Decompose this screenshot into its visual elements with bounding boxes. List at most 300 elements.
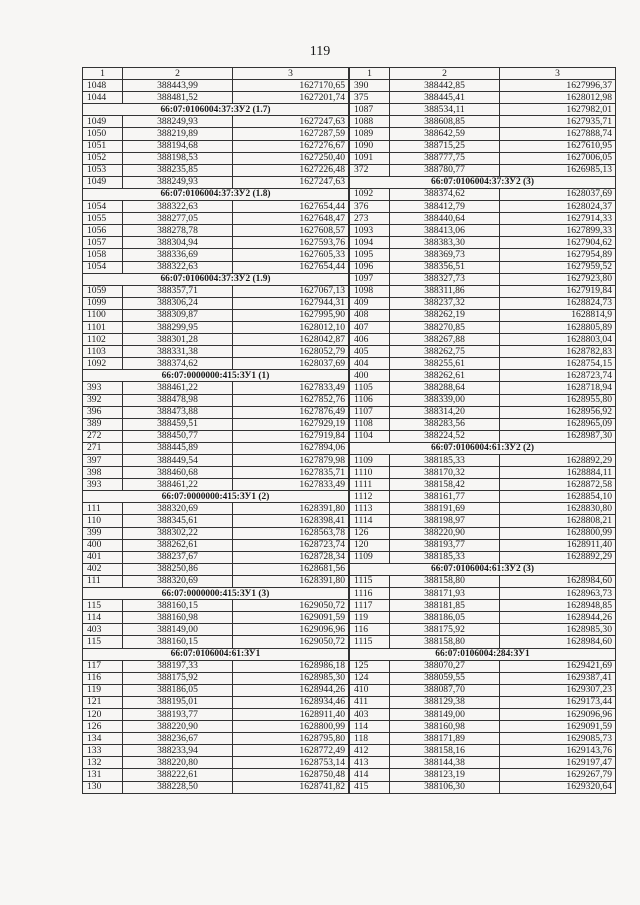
table-row <box>83 92 349 104</box>
point-number-cell: 1087 <box>350 104 390 116</box>
y-coordinate-cell: 1628884,11 <box>500 467 616 479</box>
table-row <box>350 479 616 491</box>
table-row <box>83 406 349 418</box>
x-coordinate-cell: 388186,05 <box>123 684 233 696</box>
y-coordinate-cell: 1627879,98 <box>233 455 349 467</box>
point-number-cell: 407 <box>350 321 390 333</box>
point-number-cell: 401 <box>83 551 123 563</box>
point-number-cell: 1117 <box>350 600 390 612</box>
y-coordinate-cell: 1627904,62 <box>500 237 616 249</box>
column-header: 3 <box>233 68 349 80</box>
point-number-cell: 1092 <box>83 358 123 370</box>
table-row <box>350 273 616 285</box>
y-coordinate-cell: 1627170,65 <box>233 80 349 92</box>
section-heading-row <box>350 442 616 454</box>
point-number-cell: 372 <box>350 164 390 176</box>
x-coordinate-cell: 388222,61 <box>123 769 233 781</box>
y-coordinate-cell: 1629197,47 <box>500 757 616 769</box>
y-coordinate-cell: 1627919,84 <box>500 285 616 297</box>
y-coordinate-cell: 1628754,15 <box>500 358 616 370</box>
table-row <box>83 757 349 769</box>
x-coordinate-cell: 388413,06 <box>390 225 500 237</box>
table-row <box>350 575 616 587</box>
table-row <box>83 334 349 346</box>
y-coordinate-cell: 1627929,19 <box>233 418 349 430</box>
point-number-cell: 393 <box>83 382 123 394</box>
y-coordinate-cell: 1629320,64 <box>500 781 616 793</box>
table-row <box>350 733 616 745</box>
table-row <box>350 624 616 636</box>
y-coordinate-cell: 1628800,99 <box>233 721 349 733</box>
y-coordinate-cell: 1629096,96 <box>500 708 616 720</box>
x-coordinate-cell: 388283,56 <box>390 418 500 430</box>
y-coordinate-cell: 1627935,71 <box>500 116 616 128</box>
y-coordinate-cell: 1628681,56 <box>233 563 349 575</box>
x-coordinate-cell: 388161,77 <box>390 491 500 503</box>
table-row <box>350 358 616 370</box>
y-coordinate-cell: 1628805,89 <box>500 321 616 333</box>
x-coordinate-cell: 388262,19 <box>390 309 500 321</box>
x-coordinate-cell: 388228,50 <box>123 781 233 793</box>
y-coordinate-cell: 1628955,80 <box>500 394 616 406</box>
x-coordinate-cell: 388149,00 <box>123 624 233 636</box>
table-row <box>83 346 349 358</box>
table-row <box>350 201 616 213</box>
x-coordinate-cell: 388412,79 <box>390 201 500 213</box>
y-coordinate-cell: 1629267,79 <box>500 769 616 781</box>
x-coordinate-cell: 388170,32 <box>390 467 500 479</box>
x-coordinate-cell: 388449,54 <box>123 455 233 467</box>
x-coordinate-cell: 388195,01 <box>123 696 233 708</box>
point-number-cell: 134 <box>83 733 123 745</box>
x-coordinate-cell: 388249,93 <box>123 176 233 188</box>
point-number-cell: 1056 <box>83 225 123 237</box>
x-coordinate-cell: 388277,05 <box>123 213 233 225</box>
table-row <box>350 297 616 309</box>
y-coordinate-cell: 1628042,87 <box>233 334 349 346</box>
y-coordinate-cell: 1629050,72 <box>233 636 349 648</box>
x-coordinate-cell: 388220,90 <box>390 527 500 539</box>
x-coordinate-cell: 388327,73 <box>390 273 500 285</box>
x-coordinate-cell: 388440,64 <box>390 213 500 225</box>
x-coordinate-cell: 388237,67 <box>123 551 233 563</box>
y-coordinate-cell: 1628052,79 <box>233 346 349 358</box>
point-number-cell: 1049 <box>83 116 123 128</box>
table-row <box>350 455 616 467</box>
coordinates-table-right <box>349 67 616 794</box>
y-coordinate-cell: 1628803,04 <box>500 334 616 346</box>
point-number-cell: 1107 <box>350 406 390 418</box>
point-number-cell: 1112 <box>350 491 390 503</box>
y-coordinate-cell: 1628944,26 <box>500 612 616 624</box>
x-coordinate-cell: 388191,69 <box>390 503 500 515</box>
x-coordinate-cell: 388160,98 <box>123 612 233 624</box>
x-coordinate-cell: 388129,38 <box>390 696 500 708</box>
table-row <box>83 285 349 297</box>
y-coordinate-cell: 1628398,41 <box>233 515 349 527</box>
table-row <box>83 418 349 430</box>
table-row <box>350 394 616 406</box>
y-coordinate-cell: 1627593,76 <box>233 237 349 249</box>
table-row <box>83 624 349 636</box>
x-coordinate-cell: 388193,77 <box>390 539 500 551</box>
table-row <box>83 140 349 152</box>
point-number-cell: 115 <box>83 636 123 648</box>
table-row <box>83 733 349 745</box>
x-coordinate-cell: 388311,86 <box>390 285 500 297</box>
x-coordinate-cell: 388320,69 <box>123 575 233 587</box>
point-number-cell: 1097 <box>350 273 390 285</box>
table-row <box>83 781 349 793</box>
y-coordinate-cell: 1629050,72 <box>233 600 349 612</box>
point-number-cell: 273 <box>350 213 390 225</box>
table-row <box>350 92 616 104</box>
y-coordinate-cell: 1628911,40 <box>500 539 616 551</box>
x-coordinate-cell: 388278,78 <box>123 225 233 237</box>
point-number-cell: 1049 <box>83 176 123 188</box>
page-number: 119 <box>309 44 331 59</box>
table-row <box>350 539 616 551</box>
point-number-cell: 120 <box>83 708 123 720</box>
table-row <box>83 575 349 587</box>
y-coordinate-cell: 1628987,30 <box>500 430 616 442</box>
x-coordinate-cell: 388219,89 <box>123 128 233 140</box>
y-coordinate-cell: 1627247,63 <box>233 116 349 128</box>
point-number-cell: 414 <box>350 769 390 781</box>
table-row <box>350 600 616 612</box>
section-heading-row <box>83 588 349 600</box>
y-coordinate-cell: 1627250,40 <box>233 152 349 164</box>
point-number-cell: 1094 <box>350 237 390 249</box>
y-coordinate-cell: 1629091,59 <box>233 612 349 624</box>
y-coordinate-cell: 1628985,30 <box>500 624 616 636</box>
section-heading: 66:07:0106004:61:ЗУ1 <box>83 648 349 660</box>
table-row <box>83 600 349 612</box>
point-number-cell: 110 <box>83 515 123 527</box>
y-coordinate-cell: 1628984,60 <box>500 575 616 587</box>
x-coordinate-cell: 388299,95 <box>123 321 233 333</box>
point-number-cell: 400 <box>350 370 390 382</box>
y-coordinate-cell: 1628814,9 <box>500 309 616 321</box>
x-coordinate-cell: 388356,51 <box>390 261 500 273</box>
table-row <box>83 358 349 370</box>
table-row <box>350 104 616 116</box>
y-coordinate-cell: 1628934,46 <box>233 696 349 708</box>
table-row <box>350 116 616 128</box>
section-heading: 66:07:0000000:415:ЗУ1 (2) <box>83 491 349 503</box>
x-coordinate-cell: 388181,85 <box>390 600 500 612</box>
point-number-cell: 408 <box>350 309 390 321</box>
table-row <box>350 612 616 624</box>
x-coordinate-cell: 388369,73 <box>390 249 500 261</box>
x-coordinate-cell: 388309,87 <box>123 309 233 321</box>
table-row <box>350 503 616 515</box>
x-coordinate-cell: 388339,00 <box>390 394 500 406</box>
y-coordinate-cell: 1627852,76 <box>233 394 349 406</box>
y-coordinate-cell: 1628037,69 <box>233 358 349 370</box>
x-coordinate-cell: 388780,77 <box>390 164 500 176</box>
y-coordinate-cell: 1629307,23 <box>500 684 616 696</box>
point-number-cell: 118 <box>350 733 390 745</box>
column-header: 1 <box>83 68 123 80</box>
table-row <box>83 551 349 563</box>
point-number-cell: 1092 <box>350 188 390 200</box>
y-coordinate-cell: 1627648,47 <box>233 213 349 225</box>
x-coordinate-cell: 388249,93 <box>123 116 233 128</box>
x-coordinate-cell: 388374,62 <box>123 358 233 370</box>
table-row <box>350 237 616 249</box>
x-coordinate-cell: 388220,90 <box>123 721 233 733</box>
y-coordinate-cell: 1627919,84 <box>233 430 349 442</box>
x-coordinate-cell: 388262,61 <box>123 539 233 551</box>
point-number-cell: 389 <box>83 418 123 430</box>
point-number-cell: 1051 <box>83 140 123 152</box>
y-coordinate-cell: 1629421,69 <box>500 660 616 672</box>
x-coordinate-cell: 388262,61 <box>390 370 500 382</box>
point-number-cell: 1090 <box>350 140 390 152</box>
x-coordinate-cell: 388314,20 <box>390 406 500 418</box>
y-coordinate-cell: 1627833,49 <box>233 479 349 491</box>
x-coordinate-cell: 388320,69 <box>123 503 233 515</box>
section-heading-row <box>83 104 349 116</box>
point-number-cell: 1054 <box>83 201 123 213</box>
table-row <box>83 152 349 164</box>
y-coordinate-cell: 1627944,31 <box>233 297 349 309</box>
y-coordinate-cell: 1628750,48 <box>233 769 349 781</box>
point-number-cell: 375 <box>350 92 390 104</box>
x-coordinate-cell: 388322,63 <box>123 201 233 213</box>
y-coordinate-cell: 1628800,99 <box>500 527 616 539</box>
table-row <box>350 188 616 200</box>
point-number-cell: 1100 <box>83 309 123 321</box>
x-coordinate-cell: 388158,80 <box>390 636 500 648</box>
x-coordinate-cell: 388336,69 <box>123 249 233 261</box>
x-coordinate-cell: 388262,75 <box>390 346 500 358</box>
y-coordinate-cell: 1628963,73 <box>500 588 616 600</box>
table-row <box>83 503 349 515</box>
point-number-cell: 1108 <box>350 418 390 430</box>
section-heading: 66:07:0106004:61:ЗУ2 (3) <box>350 563 616 575</box>
table-row <box>83 636 349 648</box>
table-row <box>83 297 349 309</box>
table-row <box>350 334 616 346</box>
y-coordinate-cell: 1628012,98 <box>500 92 616 104</box>
column-header: 1 <box>350 68 390 80</box>
y-coordinate-cell: 1627654,44 <box>233 201 349 213</box>
point-number-cell: 409 <box>350 297 390 309</box>
table-row <box>350 128 616 140</box>
x-coordinate-cell: 388171,93 <box>390 588 500 600</box>
x-coordinate-cell: 388158,16 <box>390 745 500 757</box>
x-coordinate-cell: 388383,30 <box>390 237 500 249</box>
column-header: 3 <box>500 68 616 80</box>
y-coordinate-cell: 1627226,48 <box>233 164 349 176</box>
point-number-cell: 403 <box>350 708 390 720</box>
y-coordinate-cell: 1628391,80 <box>233 575 349 587</box>
y-coordinate-cell: 1627201,74 <box>233 92 349 104</box>
y-coordinate-cell: 1629085,73 <box>500 733 616 745</box>
section-heading: 66:07:0106004:37:ЗУ2 (1.7) <box>83 104 349 116</box>
point-number-cell: 400 <box>83 539 123 551</box>
y-coordinate-cell: 1627996,37 <box>500 80 616 92</box>
point-number-cell: 132 <box>83 757 123 769</box>
point-number-cell: 1044 <box>83 92 123 104</box>
point-number-cell: 1114 <box>350 515 390 527</box>
x-coordinate-cell: 388478,98 <box>123 394 233 406</box>
column-header: 2 <box>123 68 233 80</box>
y-coordinate-cell: 1627876,49 <box>233 406 349 418</box>
table-body-right <box>350 68 616 794</box>
x-coordinate-cell: 388608,85 <box>390 116 500 128</box>
point-number-cell: 1099 <box>83 297 123 309</box>
table-row <box>350 382 616 394</box>
table-row <box>83 684 349 696</box>
x-coordinate-cell: 388473,88 <box>123 406 233 418</box>
x-coordinate-cell: 388459,51 <box>123 418 233 430</box>
table-row <box>83 515 349 527</box>
x-coordinate-cell: 388445,89 <box>123 442 233 454</box>
coordinates-table-left <box>82 67 349 794</box>
table-row <box>83 708 349 720</box>
y-coordinate-cell: 1628984,60 <box>500 636 616 648</box>
point-number-cell: 399 <box>83 527 123 539</box>
table-row <box>350 660 616 672</box>
y-coordinate-cell: 1628741,82 <box>233 781 349 793</box>
table-row <box>350 225 616 237</box>
point-number-cell: 1058 <box>83 249 123 261</box>
point-number-cell: 1110 <box>350 467 390 479</box>
point-number-cell: 1104 <box>350 430 390 442</box>
point-number-cell: 117 <box>83 660 123 672</box>
y-coordinate-cell: 1628872,58 <box>500 479 616 491</box>
point-number-cell: 412 <box>350 745 390 757</box>
x-coordinate-cell: 388087,70 <box>390 684 500 696</box>
table-row <box>83 237 349 249</box>
y-coordinate-cell: 1627959,52 <box>500 261 616 273</box>
point-number-cell: 406 <box>350 334 390 346</box>
y-coordinate-cell: 1628808,21 <box>500 515 616 527</box>
point-number-cell: 1057 <box>83 237 123 249</box>
point-number-cell: 121 <box>83 696 123 708</box>
table-row <box>83 769 349 781</box>
table-row <box>83 563 349 575</box>
point-number-cell: 1050 <box>83 128 123 140</box>
point-number-cell: 120 <box>350 539 390 551</box>
table-row <box>350 708 616 720</box>
x-coordinate-cell: 388642,59 <box>390 128 500 140</box>
y-coordinate-cell: 1628795,80 <box>233 733 349 745</box>
x-coordinate-cell: 388224,52 <box>390 430 500 442</box>
point-number-cell: 1093 <box>350 225 390 237</box>
y-coordinate-cell: 1626985,13 <box>500 164 616 176</box>
y-coordinate-cell: 1627888,74 <box>500 128 616 140</box>
table-row <box>83 455 349 467</box>
point-number-cell: 119 <box>83 684 123 696</box>
table-row <box>83 430 349 442</box>
point-number-cell: 1105 <box>350 382 390 394</box>
table-row <box>83 128 349 140</box>
y-coordinate-cell: 1629387,41 <box>500 672 616 684</box>
x-coordinate-cell: 388461,22 <box>123 382 233 394</box>
y-coordinate-cell: 1627605,33 <box>233 249 349 261</box>
x-coordinate-cell: 388461,22 <box>123 479 233 491</box>
table-row <box>350 249 616 261</box>
point-number-cell: 392 <box>83 394 123 406</box>
x-coordinate-cell: 388288,64 <box>390 382 500 394</box>
point-number-cell: 396 <box>83 406 123 418</box>
section-heading: 66:07:0106004:61:ЗУ2 (2) <box>350 442 616 454</box>
x-coordinate-cell: 388198,97 <box>390 515 500 527</box>
section-heading-row <box>83 370 349 382</box>
y-coordinate-cell: 1628718,94 <box>500 382 616 394</box>
point-number-cell: 133 <box>83 745 123 757</box>
section-heading-row <box>350 563 616 575</box>
y-coordinate-cell: 1629143,76 <box>500 745 616 757</box>
table-row <box>83 442 349 454</box>
y-coordinate-cell: 1627995,90 <box>233 309 349 321</box>
point-number-cell: 1109 <box>350 551 390 563</box>
x-coordinate-cell: 388255,61 <box>390 358 500 370</box>
table-row <box>83 382 349 394</box>
table-header-row <box>83 68 349 80</box>
x-coordinate-cell: 388267,88 <box>390 334 500 346</box>
table-row <box>350 721 616 733</box>
table-row <box>350 551 616 563</box>
x-coordinate-cell: 388123,19 <box>390 769 500 781</box>
table-row <box>83 696 349 708</box>
table-row <box>83 321 349 333</box>
table-row <box>83 539 349 551</box>
y-coordinate-cell: 1628956,92 <box>500 406 616 418</box>
table-row <box>350 418 616 430</box>
y-coordinate-cell: 1627982,01 <box>500 104 616 116</box>
x-coordinate-cell: 388270,85 <box>390 321 500 333</box>
point-number-cell: 403 <box>83 624 123 636</box>
point-number-cell: 1106 <box>350 394 390 406</box>
x-coordinate-cell: 388357,71 <box>123 285 233 297</box>
table-row <box>350 672 616 684</box>
x-coordinate-cell: 388450,77 <box>123 430 233 442</box>
point-number-cell: 1109 <box>350 455 390 467</box>
point-number-cell: 1096 <box>350 261 390 273</box>
table-row <box>350 430 616 442</box>
point-number-cell: 1098 <box>350 285 390 297</box>
point-number-cell: 404 <box>350 358 390 370</box>
table-row <box>83 527 349 539</box>
point-number-cell: 272 <box>83 430 123 442</box>
x-coordinate-cell: 388160,98 <box>390 721 500 733</box>
point-number-cell: 1103 <box>83 346 123 358</box>
table-header-row <box>350 68 616 80</box>
table-row <box>350 285 616 297</box>
x-coordinate-cell: 388301,28 <box>123 334 233 346</box>
x-coordinate-cell: 388777,75 <box>390 152 500 164</box>
point-number-cell: 1111 <box>350 479 390 491</box>
x-coordinate-cell: 388144,38 <box>390 757 500 769</box>
y-coordinate-cell: 1627610,95 <box>500 140 616 152</box>
point-number-cell: 115 <box>83 600 123 612</box>
x-coordinate-cell: 388160,15 <box>123 600 233 612</box>
point-number-cell: 376 <box>350 201 390 213</box>
y-coordinate-cell: 1628892,29 <box>500 551 616 563</box>
x-coordinate-cell: 388185,33 <box>390 551 500 563</box>
table-row <box>83 394 349 406</box>
y-coordinate-cell: 1628824,73 <box>500 297 616 309</box>
y-coordinate-cell: 1628723,74 <box>233 539 349 551</box>
y-coordinate-cell: 1628830,80 <box>500 503 616 515</box>
table-row <box>350 588 616 600</box>
table-row <box>350 684 616 696</box>
